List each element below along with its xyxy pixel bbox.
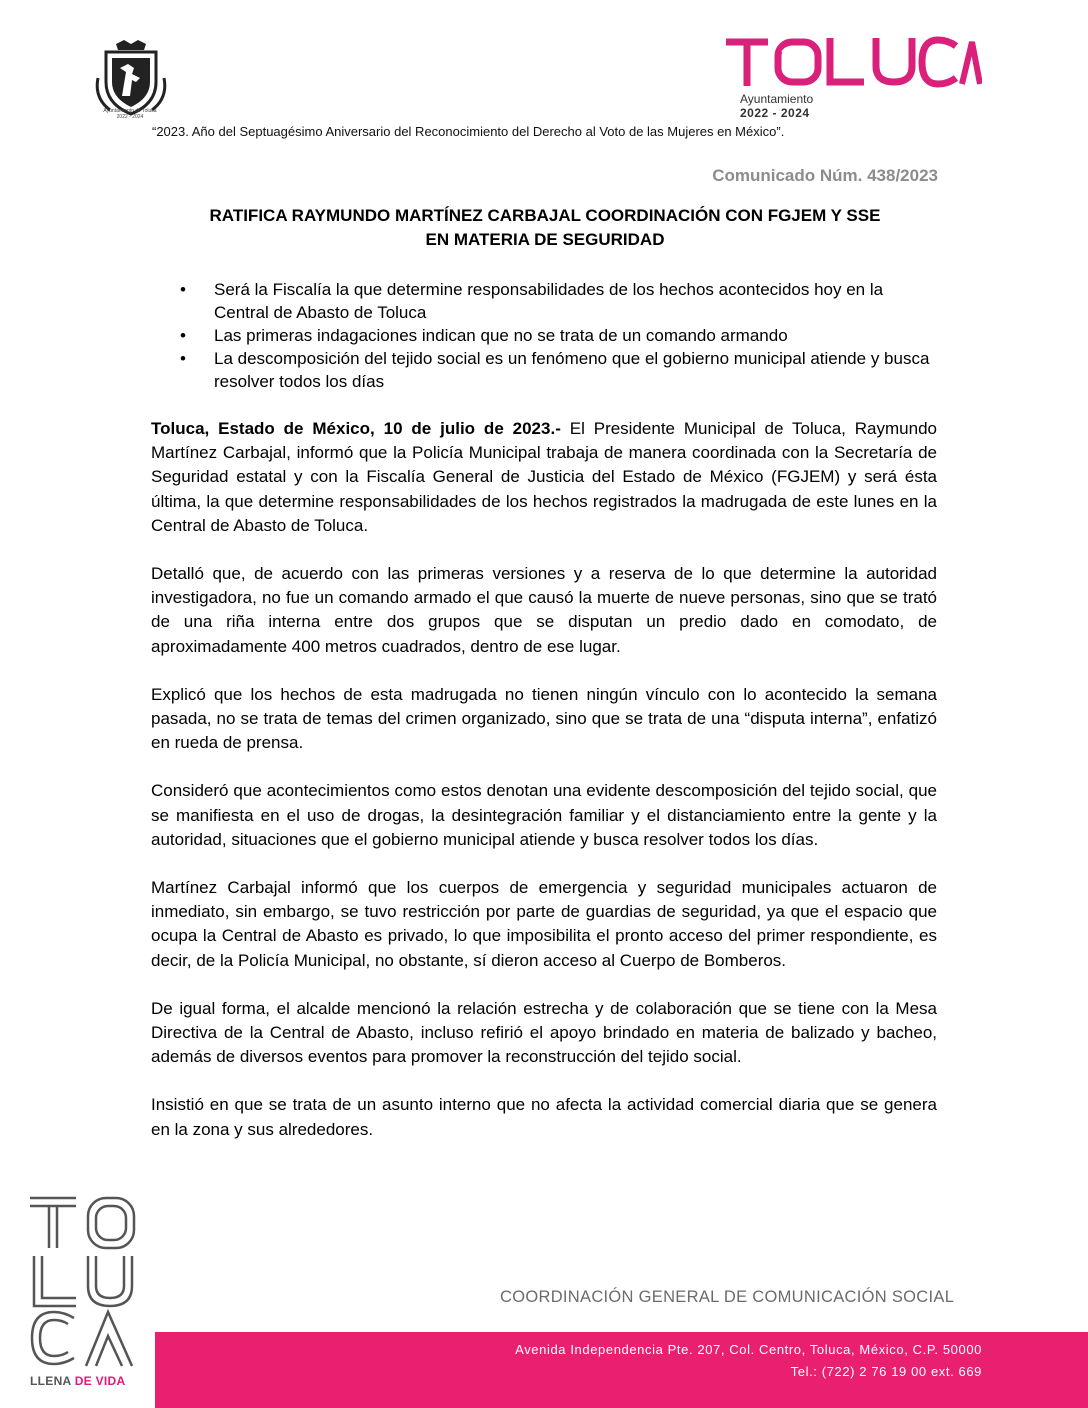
paragraph-1-text: El Presidente Municipal de Toluca, Raymundo Martínez Carbajal, informó que la Policía Municipal trabaja de manera coordinada con la Secretaría de Seguridad estatal y con la Fiscalía General de Justicia del Estado de México (FGJEM) y será ésta última, la que determine responsabilidades de los hechos registrados la madrugada de este lunes en la Central de Abasto de Toluca.	[151, 419, 937, 535]
bullet-text: Será la Fiscalía la que determine responsabilidades de los hechos acontecidos hoy en la Central de Abasto de Toluca	[214, 280, 884, 322]
bullet-item	[178, 278, 938, 324]
bullet-item	[178, 347, 938, 393]
bullet-item	[178, 324, 938, 347]
department-name: COORDINACIÓN GENERAL DE COMUNICACIÓN SOCIAL	[500, 1288, 955, 1306]
paragraph-6: De igual forma, el alcalde mencionó la relación estrecha y de colaboración que se tiene con la Mesa Directiva de la Central de Abasto, incluso refirió el apoyo brindado en materia de balizado y bacheo, además de diversos eventos para promover la reconstrucción del tejido social.	[151, 998, 937, 1067]
paragraph-1	[151, 417, 937, 538]
summary-bullets	[178, 278, 938, 393]
footer-phone: Tel.: (722) 2 76 19 00 ext. 669	[790, 1364, 982, 1379]
bullet-icon: •	[180, 349, 186, 368]
article-body	[151, 417, 937, 1166]
coat-caption-line: Ayuntamiento de Toluca	[103, 108, 157, 114]
toluca-logo	[724, 36, 982, 88]
headline	[152, 204, 938, 252]
paragraph-2: Detalló que, de acuerdo con las primeras versiones y a reserva de lo que determine la autoridad investigadora, no fue un comando armado el que causó la muerte de nueve personas, sino que se trató de una riña interna entre dos grupos que se disputan un predio dado en comodato, de aproximadamente 400 metros cuadrados, dentro de ese lugar.	[151, 564, 937, 656]
bullet-text: La descomposición del tejido social es un fenómeno que el gobierno municipal atiende y busca resolver todos los días	[214, 349, 930, 391]
footer-address: Avenida Independencia Pte. 207, Col. Centro, Toluca, México, C.P. 50000	[515, 1342, 982, 1357]
paragraph-3: Explicó que los hechos de esta madrugada no tienen ningún vínculo con lo acontecido la semana pasada, no se trata de temas del crimen organizado, sino que se trata de una “disputa interna”, enfatizó en rueda de prensa.	[151, 684, 937, 753]
headline-line-1: RATIFICA RAYMUNDO MARTÍNEZ CARBAJAL COORDINACIÓN CON FGJEM Y SSE	[209, 206, 881, 225]
press-release-number: Comunicado Núm. 438/2023	[712, 166, 938, 185]
coat-caption-years: 2022 - 2024	[116, 114, 144, 120]
bullet-text: Las primeras indagaciones indican que no se trata de un comando armando	[214, 326, 788, 345]
paragraph-5: Martínez Carbajal informó que los cuerpos de emergencia y seguridad municipales actuaron de inmediato, sin embargo, se tuvo restricción por parte de guardias de seguridad, ya que el espacio que ocupa la Central de Abasto es privado, lo que imposibilita el pronto acceso del primer respondiente, es decir, de la Policía Municipal, no obstante, sí dieron acceso al Cuerpo de Bomberos.	[151, 878, 937, 970]
bullet-icon: •	[180, 326, 186, 345]
tagline	[30, 1374, 125, 1388]
ayuntamiento-years: 2022 - 2024	[740, 106, 810, 120]
coat-of-arms-caption	[78, 108, 182, 120]
paragraph-7: Insistió en que se trata de un asunto interno que no afecta la actividad comercial diaria que se genera en la zona y sus alrededores.	[151, 1095, 937, 1139]
ayuntamiento-label: Ayuntamiento	[740, 92, 814, 106]
headline-line-2: EN MATERIA DE SEGURIDAD	[425, 230, 665, 249]
coat-of-arms-icon	[88, 38, 174, 118]
institutional-motto: “2023. Año del Septuagésimo Aniversario del Reconocimiento del Derecho al Voto de las Mujeres en México”.	[152, 124, 785, 139]
tagline-part-1: LLENA	[30, 1374, 75, 1388]
tagline-part-2: DE VIDA	[74, 1374, 126, 1388]
bullet-icon: •	[180, 280, 186, 299]
paragraph-4: Consideró que acontecimientos como estos denotan una evidente descomposición del tejido social, que se manifiesta en el uso de drogas, la desintegración familiar y el distanciamiento entre la gente y la autoridad, situaciones que el gobierno municipal atiende y busca resolver todos los días.	[151, 781, 937, 849]
toluca-stacked-logo	[26, 1192, 140, 1372]
dateline: Toluca, Estado de México, 10 de julio de 2023.-	[151, 419, 561, 438]
